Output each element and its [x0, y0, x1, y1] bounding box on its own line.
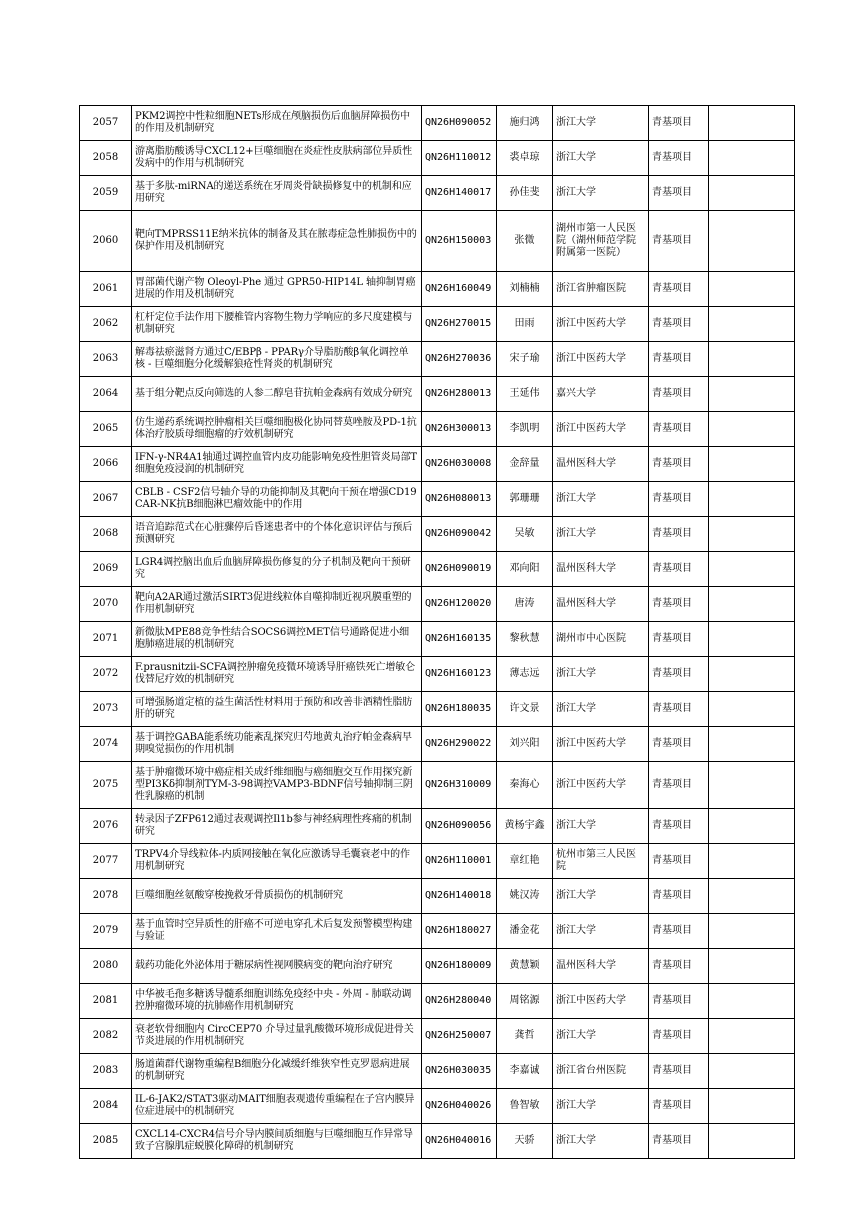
project-code-cell: QN26H300013: [422, 412, 497, 447]
blank-cell: [709, 844, 795, 879]
blank-cell: [709, 447, 795, 482]
blank-cell: [709, 1124, 795, 1159]
row-number-cell: 2063: [80, 342, 132, 377]
applicant-name-cell: 裘卓琼: [497, 141, 553, 176]
project-type-cell: 青基项目: [649, 342, 709, 377]
blank-cell: [709, 176, 795, 211]
table-row: [80, 1054, 795, 1089]
institution-cell: 温州医科大学: [553, 447, 649, 482]
institution-cell: 浙江大学: [553, 482, 649, 517]
blank-cell: [709, 1019, 795, 1054]
applicant-name-cell: 章红艳: [497, 844, 553, 879]
project-title-cell: CBLB - CSF2信号轴介导的功能抑制及其靶向干预在增强CD19 CAR-NK抗B细胞淋巴瘤效能中的作用: [132, 482, 422, 517]
row-number-cell: 2065: [80, 412, 132, 447]
project-type-cell: 青基项目: [649, 1054, 709, 1089]
project-code-cell: QN26H030008: [422, 447, 497, 482]
project-title-cell: 解毒祛瘀滋肾方通过C/EBPβ - PPARγ介导脂肪酸β氧化调控单核 - 巨噬细胞分化缓解狼疮性肾炎的机制研究: [132, 342, 422, 377]
applicant-name-cell: 孙佳斐: [497, 176, 553, 211]
applicant-name-cell: 李嘉诚: [497, 1054, 553, 1089]
project-type-cell: 青基项目: [649, 657, 709, 692]
row-number-cell: 2058: [80, 141, 132, 176]
applicant-name-cell: 鲁智敏: [497, 1089, 553, 1124]
project-type-cell: 青基项目: [649, 984, 709, 1019]
project-code-cell: QN26H160049: [422, 272, 497, 307]
project-type-cell: 青基项目: [649, 211, 709, 272]
project-type-cell: 青基项目: [649, 141, 709, 176]
project-title-cell: 肠道菌群代谢物重编程B细胞分化减缓纤维狭窄性克罗恩病进展的机制研究: [132, 1054, 422, 1089]
institution-cell: 浙江大学: [553, 1019, 649, 1054]
project-type-cell: 青基项目: [649, 106, 709, 141]
blank-cell: [709, 879, 795, 914]
applicant-name-cell: 潘金花: [497, 914, 553, 949]
institution-cell: 湖州市第一人民医院（湖州师范学院附属第一医院）: [553, 211, 649, 272]
project-title-cell: 基于肿瘤微环境中癌症相关成纤维细胞与癌细胞交互作用探究新型PI3Kδ抑制剂TYM-3-98调控VAMP3-BDNF信号轴抑制三阴性乳腺癌的机制: [132, 762, 422, 809]
project-title-cell: IFN-γ-NR4A1轴通过调控血管内皮功能影响免疫性胆管炎局部T细胞免疫浸润的机制研究: [132, 447, 422, 482]
project-code-cell: QN26H040016: [422, 1124, 497, 1159]
blank-cell: [709, 762, 795, 809]
project-type-cell: 青基项目: [649, 809, 709, 844]
blank-cell: [709, 809, 795, 844]
row-number-cell: 2072: [80, 657, 132, 692]
table-row: [80, 342, 795, 377]
table-row: [80, 622, 795, 657]
project-code-cell: QN26H090056: [422, 809, 497, 844]
institution-cell: 浙江中医药大学: [553, 307, 649, 342]
project-code-cell: QN26H280040: [422, 984, 497, 1019]
row-number-cell: 2078: [80, 879, 132, 914]
table-row: [80, 211, 795, 272]
row-number-cell: 2085: [80, 1124, 132, 1159]
project-code-cell: QN26H140017: [422, 176, 497, 211]
project-title-cell: 转录因子ZFP612通过表观调控Il1b参与神经病理性疼痛的机制研究: [132, 809, 422, 844]
institution-cell: 浙江大学: [553, 106, 649, 141]
blank-cell: [709, 517, 795, 552]
institution-cell: 温州医科大学: [553, 587, 649, 622]
project-title-cell: 巨噬细胞丝氨酸穿梭挽救牙骨质损伤的机制研究: [132, 879, 422, 914]
table-body: [80, 106, 795, 1159]
institution-cell: 浙江大学: [553, 879, 649, 914]
row-number-cell: 2069: [80, 552, 132, 587]
blank-cell: [709, 984, 795, 1019]
project-type-cell: 青基项目: [649, 622, 709, 657]
project-title-cell: 游离脂肪酸诱导CXCL12+巨噬细胞在炎症性皮肤病部位异质性发病中的作用与机制研究: [132, 141, 422, 176]
row-number-cell: 2064: [80, 377, 132, 412]
project-type-cell: 青基项目: [649, 176, 709, 211]
table-row: [80, 914, 795, 949]
project-code-cell: QN26H270015: [422, 307, 497, 342]
project-code-cell: QN26H040026: [422, 1089, 497, 1124]
institution-cell: 温州医科大学: [553, 552, 649, 587]
project-title-cell: 载药功能化外泌体用于糖尿病性视网膜病变的靶向治疗研究: [132, 949, 422, 984]
table-row: [80, 809, 795, 844]
project-code-cell: QN26H110001: [422, 844, 497, 879]
applicant-name-cell: 周铭源: [497, 984, 553, 1019]
blank-cell: [709, 482, 795, 517]
table-row: [80, 1124, 795, 1159]
institution-cell: 浙江大学: [553, 657, 649, 692]
project-title-cell: 新微肽MPE88竞争性结合SOCS6调控MET信号通路促进小细胞肺癌进展的机制研究: [132, 622, 422, 657]
applicant-name-cell: 薄志远: [497, 657, 553, 692]
institution-cell: 浙江中医药大学: [553, 412, 649, 447]
project-title-cell: 衰老软骨细胞内 CircCEP70 介导过量乳酸微环境形成促进骨关节炎进展的作用机制研究: [132, 1019, 422, 1054]
institution-cell: 浙江大学: [553, 517, 649, 552]
project-code-cell: QN26H180027: [422, 914, 497, 949]
blank-cell: [709, 657, 795, 692]
project-code-cell: QN26H080013: [422, 482, 497, 517]
institution-cell: 浙江省台州医院: [553, 1054, 649, 1089]
applicant-name-cell: 黄杨宇鑫: [497, 809, 553, 844]
project-type-cell: 青基项目: [649, 1089, 709, 1124]
table-row: [80, 587, 795, 622]
blank-cell: [709, 211, 795, 272]
blank-cell: [709, 342, 795, 377]
institution-cell: 浙江大学: [553, 1124, 649, 1159]
project-code-cell: QN26H160135: [422, 622, 497, 657]
table-row: [80, 727, 795, 762]
blank-cell: [709, 1054, 795, 1089]
project-code-cell: QN26H280013: [422, 377, 497, 412]
table-row: [80, 106, 795, 141]
row-number-cell: 2080: [80, 949, 132, 984]
row-number-cell: 2067: [80, 482, 132, 517]
blank-cell: [709, 622, 795, 657]
blank-cell: [709, 692, 795, 727]
row-number-cell: 2084: [80, 1089, 132, 1124]
project-title-cell: CXCL14-CXCR4信号介导内膜间质细胞与巨噬细胞互作异常导致子宫腺肌症蜕膜化障碍的机制研究: [132, 1124, 422, 1159]
table-row: [80, 762, 795, 809]
applicant-name-cell: 王延伟: [497, 377, 553, 412]
project-title-cell: 基于血管时空异质性的肝癌不可逆电穿孔术后复发预警模型构建与验证: [132, 914, 422, 949]
institution-cell: 浙江大学: [553, 809, 649, 844]
applicant-name-cell: 天骄: [497, 1124, 553, 1159]
applicant-name-cell: 金辞量: [497, 447, 553, 482]
row-number-cell: 2060: [80, 211, 132, 272]
institution-cell: 浙江大学: [553, 914, 649, 949]
table-row: [80, 412, 795, 447]
blank-cell: [709, 727, 795, 762]
project-code-cell: QN26H090052: [422, 106, 497, 141]
applicant-name-cell: 李凯明: [497, 412, 553, 447]
project-type-cell: 青基项目: [649, 762, 709, 809]
row-number-cell: 2066: [80, 447, 132, 482]
blank-cell: [709, 587, 795, 622]
table-row: [80, 377, 795, 412]
table-row: [80, 176, 795, 211]
table-row: [80, 447, 795, 482]
table-row: [80, 949, 795, 984]
applicant-name-cell: 唐涛: [497, 587, 553, 622]
applicant-name-cell: 施归鸿: [497, 106, 553, 141]
blank-cell: [709, 914, 795, 949]
project-type-cell: 青基项目: [649, 1019, 709, 1054]
row-number-cell: 2081: [80, 984, 132, 1019]
project-title-cell: 靶向TMPRSS11E纳米抗体的制备及其在脓毒症急性肺损伤中的保护作用及机制研究: [132, 211, 422, 272]
applicant-name-cell: 秦海心: [497, 762, 553, 809]
table-row: [80, 272, 795, 307]
institution-cell: 浙江中医药大学: [553, 762, 649, 809]
project-title-cell: PKM2调控中性粒细胞NETs形成在颅脑损伤后血脑屏障损伤中的作用及机制研究: [132, 106, 422, 141]
row-number-cell: 2083: [80, 1054, 132, 1089]
project-type-cell: 青基项目: [649, 949, 709, 984]
institution-cell: 杭州市第三人民医院: [553, 844, 649, 879]
blank-cell: [709, 272, 795, 307]
project-type-cell: 青基项目: [649, 587, 709, 622]
institution-cell: 嘉兴大学: [553, 377, 649, 412]
project-type-cell: 青基项目: [649, 482, 709, 517]
project-code-cell: QN26H090019: [422, 552, 497, 587]
project-code-cell: QN26H160123: [422, 657, 497, 692]
table-row: [80, 1089, 795, 1124]
row-number-cell: 2077: [80, 844, 132, 879]
project-title-cell: LGR4调控脑出血后血脑屏障损伤修复的分子机制及靶向干预研究: [132, 552, 422, 587]
row-number-cell: 2073: [80, 692, 132, 727]
applicant-name-cell: 黄慧颖: [497, 949, 553, 984]
row-number-cell: 2059: [80, 176, 132, 211]
project-title-cell: 胃部菌代谢产物 Oleoyl-Phe 通过 GPR50-HIP14L 轴抑制胃癌进展的作用及机制研究: [132, 272, 422, 307]
institution-cell: 浙江大学: [553, 141, 649, 176]
project-type-cell: 青基项目: [649, 914, 709, 949]
project-title-cell: 靶向A2AR通过激活SIRT3促进线粒体自噬抑制近视巩膜重塑的作用机制研究: [132, 587, 422, 622]
grant-list-table: [79, 105, 795, 1159]
applicant-name-cell: 宋子瑜: [497, 342, 553, 377]
blank-cell: [709, 1089, 795, 1124]
blank-cell: [709, 141, 795, 176]
blank-cell: [709, 412, 795, 447]
institution-cell: 温州医科大学: [553, 949, 649, 984]
project-type-cell: 青基项目: [649, 412, 709, 447]
project-title-cell: 仿生递药系统调控肿瘤相关巨噬细胞极化协同替莫唑胺及PD-1抗体治疗胶质母细胞瘤的疗效机制研究: [132, 412, 422, 447]
table-row: [80, 984, 795, 1019]
project-title-cell: 基于调控GABA能系统功能紊乱探究归芍地黄丸治疗帕金森病早期嗅觉损伤的作用机制: [132, 727, 422, 762]
blank-cell: [709, 552, 795, 587]
row-number-cell: 2057: [80, 106, 132, 141]
row-number-cell: 2062: [80, 307, 132, 342]
applicant-name-cell: 黎秋慧: [497, 622, 553, 657]
institution-cell: 湖州市中心医院: [553, 622, 649, 657]
applicant-name-cell: 郭珊珊: [497, 482, 553, 517]
project-type-cell: 青基项目: [649, 727, 709, 762]
project-code-cell: QN26H090042: [422, 517, 497, 552]
institution-cell: 浙江中医药大学: [553, 727, 649, 762]
table-row: [80, 552, 795, 587]
project-type-cell: 青基项目: [649, 844, 709, 879]
blank-cell: [709, 106, 795, 141]
institution-cell: 浙江中医药大学: [553, 342, 649, 377]
applicant-name-cell: 邓向阳: [497, 552, 553, 587]
table-row: [80, 141, 795, 176]
project-code-cell: QN26H120020: [422, 587, 497, 622]
applicant-name-cell: 刘楠楠: [497, 272, 553, 307]
institution-cell: 浙江中医药大学: [553, 984, 649, 1019]
applicant-name-cell: 刘兴阳: [497, 727, 553, 762]
project-title-cell: 杠杆定位手法作用下腰椎管内容物生物力学响应的多尺度建模与机制研究: [132, 307, 422, 342]
row-number-cell: 2061: [80, 272, 132, 307]
row-number-cell: 2082: [80, 1019, 132, 1054]
institution-cell: 浙江省肿瘤医院: [553, 272, 649, 307]
table-row: [80, 879, 795, 914]
row-number-cell: 2075: [80, 762, 132, 809]
project-code-cell: QN26H110012: [422, 141, 497, 176]
project-type-cell: 青基项目: [649, 1124, 709, 1159]
row-number-cell: 2074: [80, 727, 132, 762]
project-code-cell: QN26H150003: [422, 211, 497, 272]
project-code-cell: QN26H250007: [422, 1019, 497, 1054]
project-code-cell: QN26H290022: [422, 727, 497, 762]
applicant-name-cell: 田雨: [497, 307, 553, 342]
applicant-name-cell: 张微: [497, 211, 553, 272]
project-code-cell: QN26H140018: [422, 879, 497, 914]
project-title-cell: 基于组分靶点反向筛选的人参二醇皂苷抗帕金森病有效成分研究: [132, 377, 422, 412]
applicant-name-cell: 姚汉涛: [497, 879, 553, 914]
institution-cell: 浙江大学: [553, 692, 649, 727]
project-type-cell: 青基项目: [649, 517, 709, 552]
applicant-name-cell: 许文景: [497, 692, 553, 727]
blank-cell: [709, 377, 795, 412]
project-title-cell: TRPV4介导线粒体-内质网接触在氧化应激诱导毛囊衰老中的作用机制研究: [132, 844, 422, 879]
blank-cell: [709, 949, 795, 984]
project-code-cell: QN26H180009: [422, 949, 497, 984]
project-type-cell: 青基项目: [649, 377, 709, 412]
project-title-cell: 基于多肽-miRNA的递送系统在牙周炎骨缺损修复中的机制和应用研究: [132, 176, 422, 211]
project-title-cell: F.prausnitzii-SCFA调控肿瘤免疫微环境诱导肝癌铁死亡增敏仑伐替尼疗效的机制研究: [132, 657, 422, 692]
table-row: [80, 482, 795, 517]
project-code-cell: QN26H180035: [422, 692, 497, 727]
institution-cell: 浙江大学: [553, 1089, 649, 1124]
table-row: [80, 517, 795, 552]
row-number-cell: 2071: [80, 622, 132, 657]
project-type-cell: 青基项目: [649, 447, 709, 482]
table-row: [80, 307, 795, 342]
table-row: [80, 692, 795, 727]
project-type-cell: 青基项目: [649, 879, 709, 914]
project-type-cell: 青基项目: [649, 692, 709, 727]
project-type-cell: 青基项目: [649, 552, 709, 587]
blank-cell: [709, 307, 795, 342]
applicant-name-cell: 吴敏: [497, 517, 553, 552]
table-row: [80, 657, 795, 692]
project-title-cell: 语音追踪范式在心脏骤停后昏迷患者中的个体化意识评估与预后预测研究: [132, 517, 422, 552]
row-number-cell: 2070: [80, 587, 132, 622]
row-number-cell: 2076: [80, 809, 132, 844]
institution-cell: 浙江大学: [553, 176, 649, 211]
project-title-cell: 可增强肠道定植的益生菌活性材料用于预防和改善非酒精性脂肪肝的研究: [132, 692, 422, 727]
project-type-cell: 青基项目: [649, 272, 709, 307]
project-title-cell: 中华被毛孢多糖诱导髓系细胞训练免疫经中央 - 外周 - 肺联动调控肿瘤微环境的抗肺癌作用机制研究: [132, 984, 422, 1019]
project-type-cell: 青基项目: [649, 307, 709, 342]
project-code-cell: QN26H270036: [422, 342, 497, 377]
table-row: [80, 1019, 795, 1054]
row-number-cell: 2079: [80, 914, 132, 949]
applicant-name-cell: 龚哲: [497, 1019, 553, 1054]
project-code-cell: QN26H030035: [422, 1054, 497, 1089]
project-code-cell: QN26H310009: [422, 762, 497, 809]
row-number-cell: 2068: [80, 517, 132, 552]
table-row: [80, 844, 795, 879]
project-title-cell: IL-6-JAK2/STAT3驱动MAIT细胞表观遗传重编程在子宫内膜异位症进展中的机制研究: [132, 1089, 422, 1124]
